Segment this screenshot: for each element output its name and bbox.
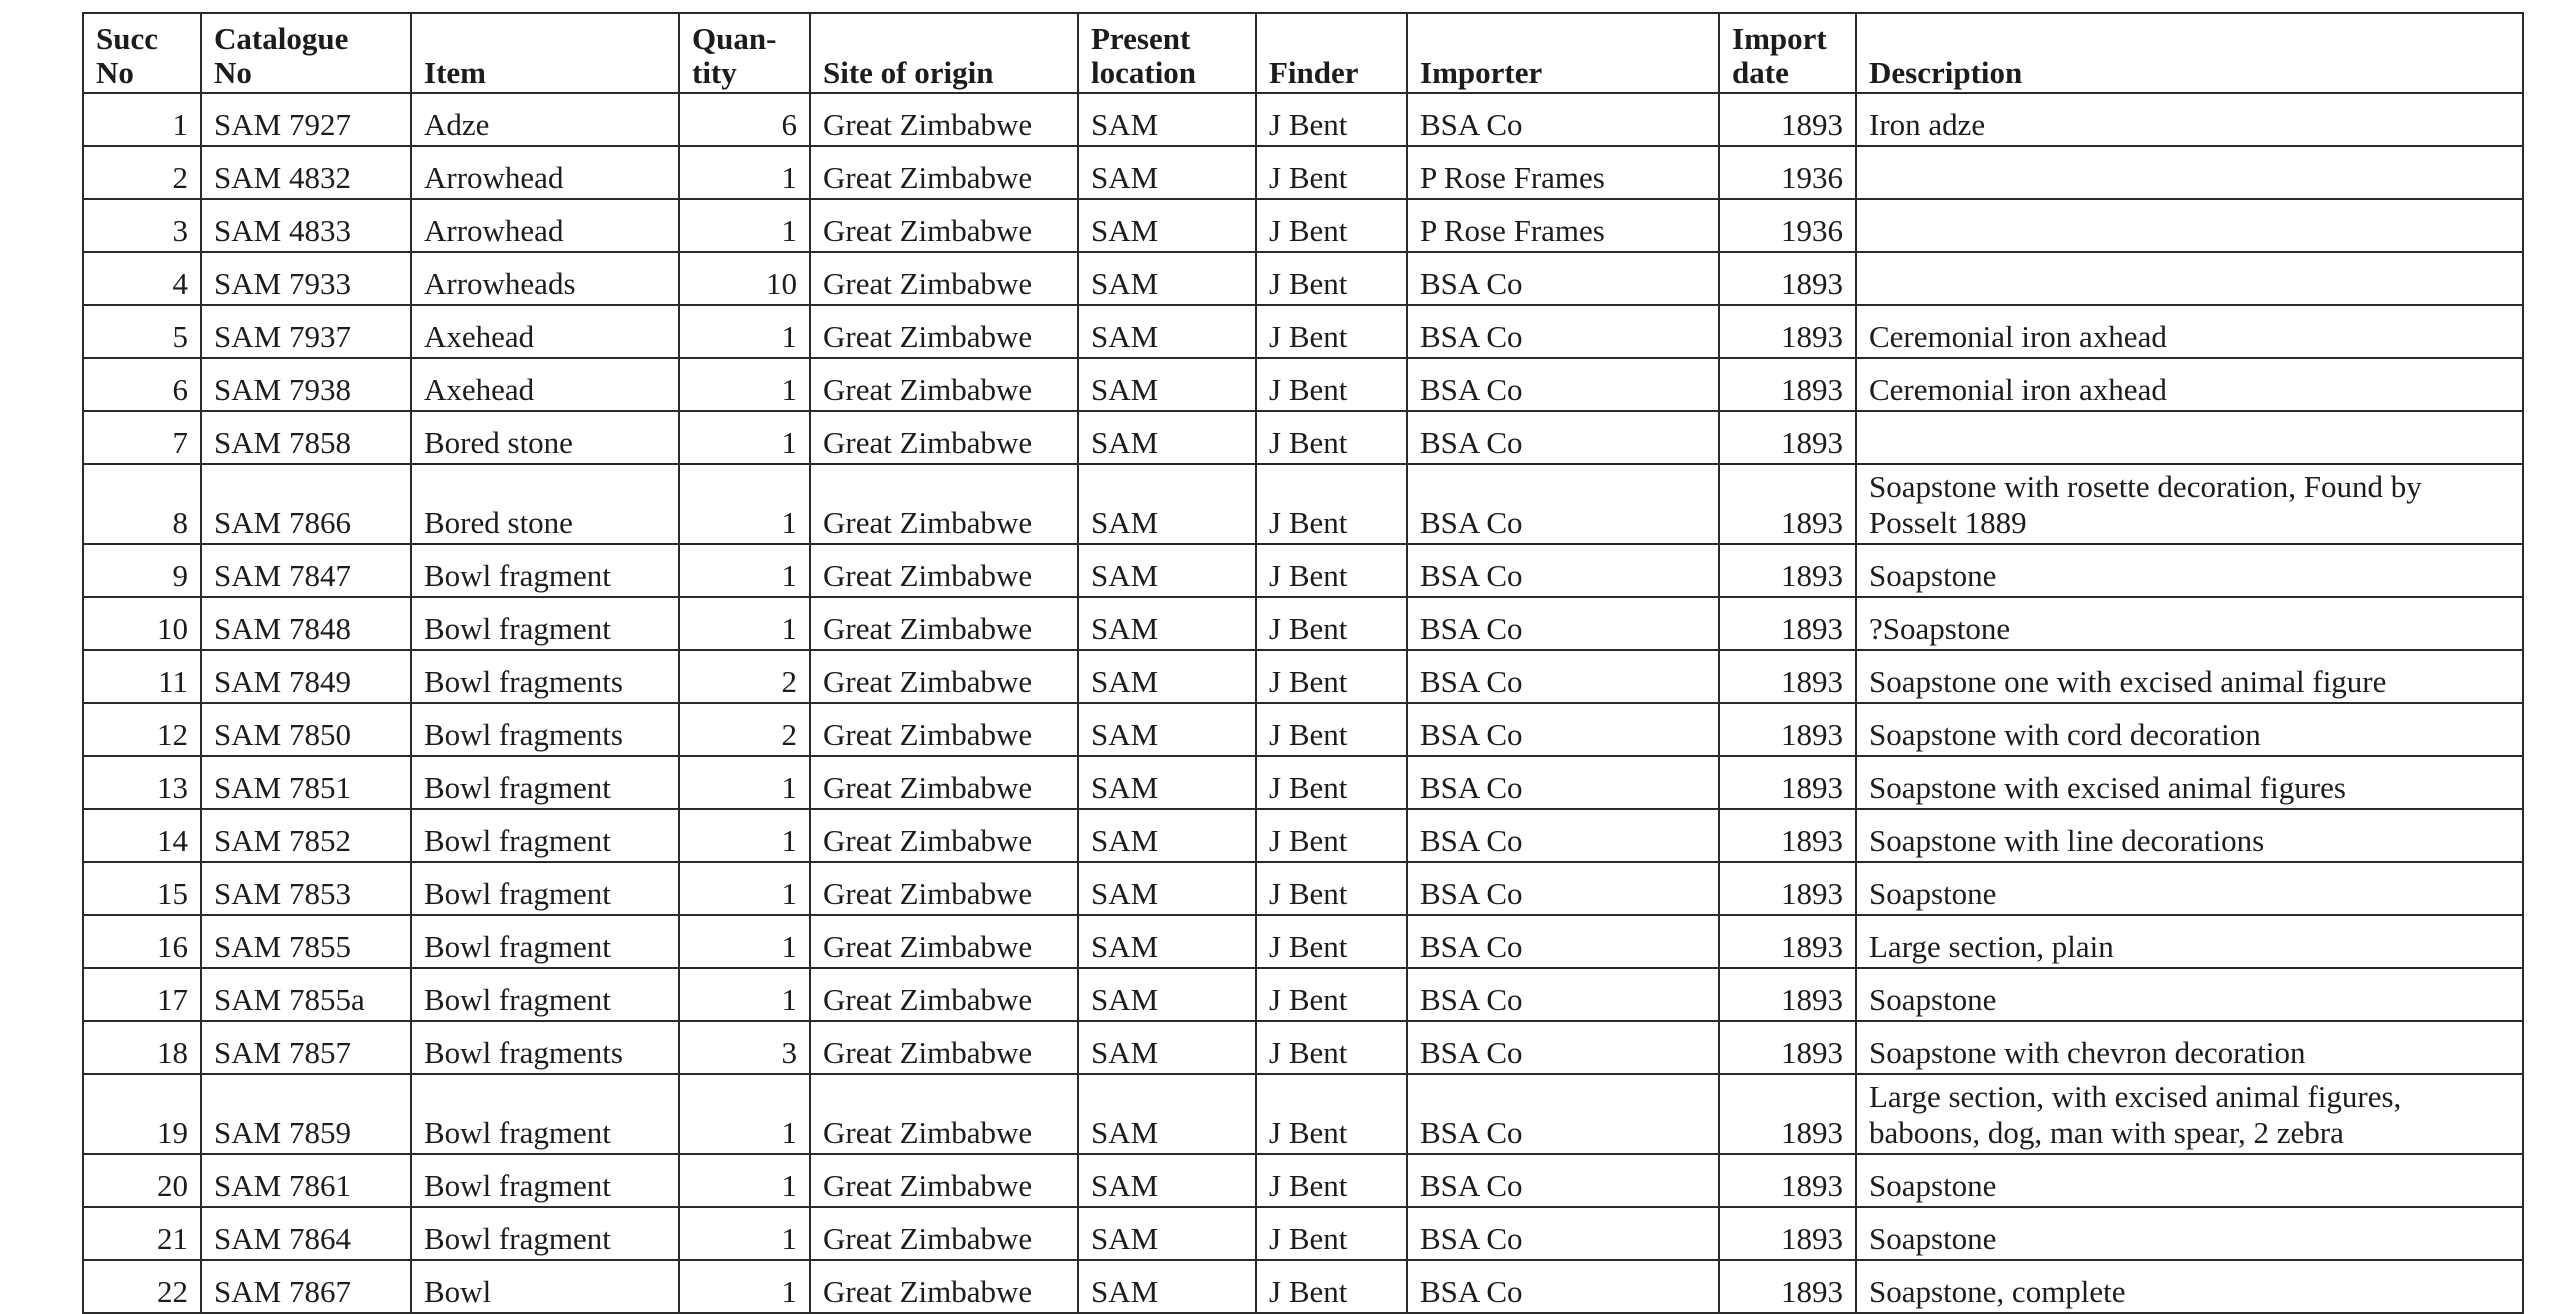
cell-finder: J Bent bbox=[1256, 862, 1407, 915]
table-row bbox=[83, 756, 2523, 809]
cell-finder: J Bent bbox=[1256, 252, 1407, 305]
cell-import-date: 1893 bbox=[1719, 358, 1856, 411]
cell-catalogue-no: SAM 7857 bbox=[201, 1021, 411, 1074]
header-finder: Finder bbox=[1256, 13, 1407, 93]
cell-importer: BSA Co bbox=[1407, 464, 1719, 544]
cell-quantity: 1 bbox=[679, 1074, 810, 1154]
cell-import-date: 1893 bbox=[1719, 862, 1856, 915]
cell-present-location: SAM bbox=[1078, 1260, 1256, 1313]
table-row bbox=[83, 93, 2523, 146]
cell-site-of-origin: Great Zimbabwe bbox=[810, 809, 1078, 862]
cell-item: Arrowhead bbox=[411, 146, 679, 199]
cell-finder: J Bent bbox=[1256, 199, 1407, 252]
cell-item: Bowl fragment bbox=[411, 968, 679, 1021]
cell-present-location: SAM bbox=[1078, 1154, 1256, 1207]
cell-description bbox=[1856, 411, 2523, 464]
cell-finder: J Bent bbox=[1256, 809, 1407, 862]
cell-finder: J Bent bbox=[1256, 146, 1407, 199]
table-row bbox=[83, 1021, 2523, 1074]
cell-catalogue-no: SAM 7849 bbox=[201, 650, 411, 703]
cell-site-of-origin: Great Zimbabwe bbox=[810, 544, 1078, 597]
cell-quantity: 1 bbox=[679, 464, 810, 544]
cell-finder: J Bent bbox=[1256, 1154, 1407, 1207]
cell-finder: J Bent bbox=[1256, 544, 1407, 597]
cell-import-date: 1893 bbox=[1719, 1154, 1856, 1207]
cell-site-of-origin: Great Zimbabwe bbox=[810, 1260, 1078, 1313]
cell-quantity: 1 bbox=[679, 968, 810, 1021]
cell-importer: P Rose Frames bbox=[1407, 146, 1719, 199]
cell-quantity: 1 bbox=[679, 146, 810, 199]
cell-item: Bowl fragment bbox=[411, 915, 679, 968]
cell-succ-no: 7 bbox=[83, 411, 201, 464]
cell-quantity: 1 bbox=[679, 915, 810, 968]
cell-quantity: 1 bbox=[679, 199, 810, 252]
cell-importer: BSA Co bbox=[1407, 968, 1719, 1021]
table-row bbox=[83, 915, 2523, 968]
cell-present-location: SAM bbox=[1078, 1074, 1256, 1154]
cell-import-date: 1893 bbox=[1719, 544, 1856, 597]
cell-quantity: 3 bbox=[679, 1021, 810, 1074]
table-row bbox=[83, 1207, 2523, 1260]
cell-item: Bowl fragment bbox=[411, 1074, 679, 1154]
cell-import-date: 1893 bbox=[1719, 1260, 1856, 1313]
cell-import-date: 1893 bbox=[1719, 252, 1856, 305]
cell-finder: J Bent bbox=[1256, 1021, 1407, 1074]
cell-description: Soapstone bbox=[1856, 968, 2523, 1021]
cell-description: Ceremonial iron axhead bbox=[1856, 358, 2523, 411]
cell-catalogue-no: SAM 7855 bbox=[201, 915, 411, 968]
header-catalogue-no: Catalogue No bbox=[201, 13, 411, 93]
cell-catalogue-no: SAM 7848 bbox=[201, 597, 411, 650]
cell-succ-no: 20 bbox=[83, 1154, 201, 1207]
cell-site-of-origin: Great Zimbabwe bbox=[810, 93, 1078, 146]
cell-present-location: SAM bbox=[1078, 464, 1256, 544]
table-row bbox=[83, 305, 2523, 358]
cell-finder: J Bent bbox=[1256, 464, 1407, 544]
cell-importer: BSA Co bbox=[1407, 1154, 1719, 1207]
cell-catalogue-no: SAM 7861 bbox=[201, 1154, 411, 1207]
cell-catalogue-no: SAM 7850 bbox=[201, 703, 411, 756]
cell-site-of-origin: Great Zimbabwe bbox=[810, 358, 1078, 411]
cell-catalogue-no: SAM 7866 bbox=[201, 464, 411, 544]
table-row bbox=[83, 968, 2523, 1021]
table-row bbox=[83, 199, 2523, 252]
cell-present-location: SAM bbox=[1078, 411, 1256, 464]
table-row bbox=[83, 597, 2523, 650]
cell-succ-no: 13 bbox=[83, 756, 201, 809]
cell-import-date: 1893 bbox=[1719, 915, 1856, 968]
cell-importer: BSA Co bbox=[1407, 411, 1719, 464]
cell-catalogue-no: SAM 7867 bbox=[201, 1260, 411, 1313]
cell-present-location: SAM bbox=[1078, 650, 1256, 703]
cell-succ-no: 15 bbox=[83, 862, 201, 915]
table-row bbox=[83, 650, 2523, 703]
cell-item: Bowl fragments bbox=[411, 1021, 679, 1074]
cell-catalogue-no: SAM 7933 bbox=[201, 252, 411, 305]
cell-item: Bored stone bbox=[411, 464, 679, 544]
cell-catalogue-no: SAM 4832 bbox=[201, 146, 411, 199]
cell-description bbox=[1856, 146, 2523, 199]
cell-site-of-origin: Great Zimbabwe bbox=[810, 915, 1078, 968]
cell-present-location: SAM bbox=[1078, 146, 1256, 199]
cell-import-date: 1893 bbox=[1719, 93, 1856, 146]
catalogue-table bbox=[82, 12, 2524, 1314]
cell-item: Axehead bbox=[411, 358, 679, 411]
cell-site-of-origin: Great Zimbabwe bbox=[810, 464, 1078, 544]
cell-importer: BSA Co bbox=[1407, 1074, 1719, 1154]
cell-finder: J Bent bbox=[1256, 1207, 1407, 1260]
cell-site-of-origin: Great Zimbabwe bbox=[810, 1154, 1078, 1207]
cell-description: Soapstone with line decorations bbox=[1856, 809, 2523, 862]
cell-finder: J Bent bbox=[1256, 305, 1407, 358]
cell-present-location: SAM bbox=[1078, 358, 1256, 411]
cell-succ-no: 18 bbox=[83, 1021, 201, 1074]
header-importer: Importer bbox=[1407, 13, 1719, 93]
header-description: Description bbox=[1856, 13, 2523, 93]
cell-site-of-origin: Great Zimbabwe bbox=[810, 199, 1078, 252]
cell-succ-no: 12 bbox=[83, 703, 201, 756]
cell-importer: BSA Co bbox=[1407, 756, 1719, 809]
cell-quantity: 1 bbox=[679, 862, 810, 915]
header-succ-no: Succ No bbox=[83, 13, 201, 93]
cell-succ-no: 14 bbox=[83, 809, 201, 862]
cell-importer: BSA Co bbox=[1407, 544, 1719, 597]
cell-succ-no: 3 bbox=[83, 199, 201, 252]
cell-description: Large section, plain bbox=[1856, 915, 2523, 968]
cell-item: Arrowheads bbox=[411, 252, 679, 305]
cell-import-date: 1893 bbox=[1719, 968, 1856, 1021]
cell-site-of-origin: Great Zimbabwe bbox=[810, 862, 1078, 915]
cell-importer: BSA Co bbox=[1407, 1260, 1719, 1313]
cell-item: Bowl fragment bbox=[411, 1154, 679, 1207]
cell-catalogue-no: SAM 7938 bbox=[201, 358, 411, 411]
cell-site-of-origin: Great Zimbabwe bbox=[810, 305, 1078, 358]
cell-present-location: SAM bbox=[1078, 93, 1256, 146]
cell-catalogue-no: SAM 7937 bbox=[201, 305, 411, 358]
cell-quantity: 1 bbox=[679, 1260, 810, 1313]
cell-importer: BSA Co bbox=[1407, 862, 1719, 915]
header-present-location: Present location bbox=[1078, 13, 1256, 93]
cell-quantity: 1 bbox=[679, 809, 810, 862]
cell-present-location: SAM bbox=[1078, 809, 1256, 862]
cell-quantity: 2 bbox=[679, 703, 810, 756]
cell-site-of-origin: Great Zimbabwe bbox=[810, 252, 1078, 305]
cell-catalogue-no: SAM 7858 bbox=[201, 411, 411, 464]
cell-catalogue-no: SAM 7859 bbox=[201, 1074, 411, 1154]
cell-present-location: SAM bbox=[1078, 703, 1256, 756]
cell-finder: J Bent bbox=[1256, 1260, 1407, 1313]
cell-quantity: 1 bbox=[679, 1154, 810, 1207]
cell-description: Soapstone with excised animal figures bbox=[1856, 756, 2523, 809]
cell-succ-no: 11 bbox=[83, 650, 201, 703]
cell-import-date: 1893 bbox=[1719, 1074, 1856, 1154]
cell-present-location: SAM bbox=[1078, 597, 1256, 650]
cell-importer: P Rose Frames bbox=[1407, 199, 1719, 252]
cell-present-location: SAM bbox=[1078, 915, 1256, 968]
cell-quantity: 6 bbox=[679, 93, 810, 146]
cell-succ-no: 4 bbox=[83, 252, 201, 305]
cell-succ-no: 9 bbox=[83, 544, 201, 597]
cell-description: Ceremonial iron axhead bbox=[1856, 305, 2523, 358]
cell-quantity: 2 bbox=[679, 650, 810, 703]
header-row bbox=[83, 13, 2523, 93]
cell-importer: BSA Co bbox=[1407, 358, 1719, 411]
table-row bbox=[83, 146, 2523, 199]
cell-succ-no: 22 bbox=[83, 1260, 201, 1313]
table-row bbox=[83, 464, 2523, 544]
table-row bbox=[83, 358, 2523, 411]
cell-present-location: SAM bbox=[1078, 305, 1256, 358]
table-row bbox=[83, 862, 2523, 915]
header-item: Item bbox=[411, 13, 679, 93]
cell-quantity: 1 bbox=[679, 597, 810, 650]
cell-import-date: 1893 bbox=[1719, 650, 1856, 703]
cell-catalogue-no: SAM 7853 bbox=[201, 862, 411, 915]
cell-finder: J Bent bbox=[1256, 411, 1407, 464]
cell-present-location: SAM bbox=[1078, 968, 1256, 1021]
cell-import-date: 1936 bbox=[1719, 146, 1856, 199]
cell-description bbox=[1856, 252, 2523, 305]
cell-succ-no: 2 bbox=[83, 146, 201, 199]
cell-catalogue-no: SAM 7847 bbox=[201, 544, 411, 597]
cell-import-date: 1893 bbox=[1719, 464, 1856, 544]
cell-finder: J Bent bbox=[1256, 968, 1407, 1021]
cell-site-of-origin: Great Zimbabwe bbox=[810, 650, 1078, 703]
cell-item: Bored stone bbox=[411, 411, 679, 464]
cell-item: Bowl fragments bbox=[411, 703, 679, 756]
cell-import-date: 1893 bbox=[1719, 703, 1856, 756]
cell-importer: BSA Co bbox=[1407, 809, 1719, 862]
cell-import-date: 1893 bbox=[1719, 809, 1856, 862]
cell-description: Large section, with excised animal figures, baboons, dog, man with spear, 2 zebra bbox=[1856, 1074, 2523, 1154]
cell-description: Soapstone with rosette decoration, Found by Posselt 1889 bbox=[1856, 464, 2523, 544]
cell-finder: J Bent bbox=[1256, 93, 1407, 146]
cell-quantity: 1 bbox=[679, 411, 810, 464]
cell-catalogue-no: SAM 7851 bbox=[201, 756, 411, 809]
cell-item: Bowl fragment bbox=[411, 544, 679, 597]
cell-importer: BSA Co bbox=[1407, 1021, 1719, 1074]
cell-present-location: SAM bbox=[1078, 252, 1256, 305]
cell-present-location: SAM bbox=[1078, 1021, 1256, 1074]
cell-finder: J Bent bbox=[1256, 703, 1407, 756]
cell-import-date: 1936 bbox=[1719, 199, 1856, 252]
cell-item: Axehead bbox=[411, 305, 679, 358]
cell-description: Soapstone bbox=[1856, 1154, 2523, 1207]
cell-importer: BSA Co bbox=[1407, 305, 1719, 358]
cell-present-location: SAM bbox=[1078, 862, 1256, 915]
table-row bbox=[83, 703, 2523, 756]
cell-importer: BSA Co bbox=[1407, 915, 1719, 968]
cell-succ-no: 1 bbox=[83, 93, 201, 146]
cell-item: Arrowhead bbox=[411, 199, 679, 252]
cell-succ-no: 8 bbox=[83, 464, 201, 544]
cell-import-date: 1893 bbox=[1719, 756, 1856, 809]
table-row bbox=[83, 1074, 2523, 1154]
cell-description: Soapstone bbox=[1856, 862, 2523, 915]
cell-description: Soapstone, complete bbox=[1856, 1260, 2523, 1313]
cell-present-location: SAM bbox=[1078, 1207, 1256, 1260]
cell-finder: J Bent bbox=[1256, 756, 1407, 809]
cell-site-of-origin: Great Zimbabwe bbox=[810, 597, 1078, 650]
cell-present-location: SAM bbox=[1078, 199, 1256, 252]
table-row bbox=[83, 809, 2523, 862]
header-site-of-origin: Site of origin bbox=[810, 13, 1078, 93]
cell-description: Soapstone with cord decoration bbox=[1856, 703, 2523, 756]
cell-finder: J Bent bbox=[1256, 358, 1407, 411]
cell-finder: J Bent bbox=[1256, 597, 1407, 650]
cell-catalogue-no: SAM 7852 bbox=[201, 809, 411, 862]
cell-description: Soapstone bbox=[1856, 1207, 2523, 1260]
cell-description: Soapstone with chevron decoration bbox=[1856, 1021, 2523, 1074]
cell-catalogue-no: SAM 7927 bbox=[201, 93, 411, 146]
cell-item: Bowl fragment bbox=[411, 862, 679, 915]
cell-importer: BSA Co bbox=[1407, 93, 1719, 146]
table-row bbox=[83, 252, 2523, 305]
cell-quantity: 1 bbox=[679, 358, 810, 411]
table-body bbox=[83, 93, 2523, 1313]
cell-catalogue-no: SAM 7864 bbox=[201, 1207, 411, 1260]
cell-item: Adze bbox=[411, 93, 679, 146]
cell-importer: BSA Co bbox=[1407, 252, 1719, 305]
cell-item: Bowl fragment bbox=[411, 809, 679, 862]
cell-quantity: 10 bbox=[679, 252, 810, 305]
cell-item: Bowl fragments bbox=[411, 650, 679, 703]
cell-site-of-origin: Great Zimbabwe bbox=[810, 1021, 1078, 1074]
cell-importer: BSA Co bbox=[1407, 1207, 1719, 1260]
cell-present-location: SAM bbox=[1078, 544, 1256, 597]
cell-site-of-origin: Great Zimbabwe bbox=[810, 411, 1078, 464]
cell-import-date: 1893 bbox=[1719, 597, 1856, 650]
cell-catalogue-no: SAM 4833 bbox=[201, 199, 411, 252]
cell-import-date: 1893 bbox=[1719, 1021, 1856, 1074]
cell-site-of-origin: Great Zimbabwe bbox=[810, 968, 1078, 1021]
header-import-date: Import date bbox=[1719, 13, 1856, 93]
cell-description: ?Soapstone bbox=[1856, 597, 2523, 650]
cell-finder: J Bent bbox=[1256, 915, 1407, 968]
header-quantity: Quan- tity bbox=[679, 13, 810, 93]
cell-description: Iron adze bbox=[1856, 93, 2523, 146]
cell-succ-no: 5 bbox=[83, 305, 201, 358]
cell-item: Bowl fragment bbox=[411, 756, 679, 809]
cell-site-of-origin: Great Zimbabwe bbox=[810, 1074, 1078, 1154]
cell-succ-no: 10 bbox=[83, 597, 201, 650]
cell-import-date: 1893 bbox=[1719, 411, 1856, 464]
cell-quantity: 1 bbox=[679, 544, 810, 597]
cell-finder: J Bent bbox=[1256, 650, 1407, 703]
cell-site-of-origin: Great Zimbabwe bbox=[810, 703, 1078, 756]
cell-importer: BSA Co bbox=[1407, 650, 1719, 703]
cell-item: Bowl fragment bbox=[411, 597, 679, 650]
cell-succ-no: 16 bbox=[83, 915, 201, 968]
cell-catalogue-no: SAM 7855a bbox=[201, 968, 411, 1021]
cell-site-of-origin: Great Zimbabwe bbox=[810, 756, 1078, 809]
cell-quantity: 1 bbox=[679, 305, 810, 358]
cell-importer: BSA Co bbox=[1407, 597, 1719, 650]
cell-description: Soapstone one with excised animal figure bbox=[1856, 650, 2523, 703]
cell-present-location: SAM bbox=[1078, 756, 1256, 809]
cell-succ-no: 19 bbox=[83, 1074, 201, 1154]
cell-import-date: 1893 bbox=[1719, 1207, 1856, 1260]
cell-quantity: 1 bbox=[679, 756, 810, 809]
table-row bbox=[83, 1154, 2523, 1207]
cell-description: Soapstone bbox=[1856, 544, 2523, 597]
cell-succ-no: 6 bbox=[83, 358, 201, 411]
table-row bbox=[83, 544, 2523, 597]
cell-importer: BSA Co bbox=[1407, 703, 1719, 756]
cell-import-date: 1893 bbox=[1719, 305, 1856, 358]
cell-quantity: 1 bbox=[679, 1207, 810, 1260]
table-row bbox=[83, 1260, 2523, 1313]
cell-description bbox=[1856, 199, 2523, 252]
cell-item: Bowl bbox=[411, 1260, 679, 1313]
table-row bbox=[83, 411, 2523, 464]
cell-succ-no: 17 bbox=[83, 968, 201, 1021]
cell-item: Bowl fragment bbox=[411, 1207, 679, 1260]
cell-site-of-origin: Great Zimbabwe bbox=[810, 1207, 1078, 1260]
cell-finder: J Bent bbox=[1256, 1074, 1407, 1154]
cell-succ-no: 21 bbox=[83, 1207, 201, 1260]
cell-site-of-origin: Great Zimbabwe bbox=[810, 146, 1078, 199]
